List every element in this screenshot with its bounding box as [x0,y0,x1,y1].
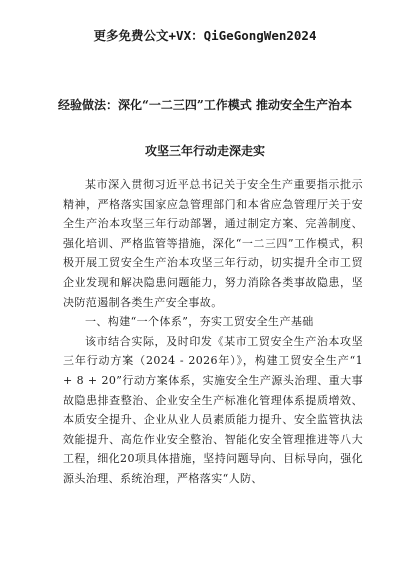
document-body [63,175,363,489]
document-title-line-2: 攻坚三年行动走深走实 [144,144,265,158]
watermark-text: 更多免费公文+VX：QiGeGongWen2024 [93,28,317,43]
section-heading-1: 一、构建“一个体系”，夯实工贸安全生产基础 [85,315,314,329]
paragraph-section-1: 该市结合实际，及时印发《某市工贸安全生产治本攻坚三年行动方案（2024 - 2026年）》，构建工贸安全生产“1 + 8 + 20”行动方案体系，实施安全生产源头治理、重大事故隐患排查整治、企业安全生产标准化管理体系提质增效、本质安全提升、企业从业人员素质能力提升、安全监管执法效能提升、高危作业安全整治、智能化安全管理推进等八大工程，细化20项具体措施，坚持问题导向、目标导向，强化源头治理、系统治理，严格落实“人防、 [63,334,363,485]
paragraph-intro: 某市深入贯彻习近平总书记关于安全生产重要指示批示精神，严格落实国家应急管理部门和本省应急管理厅关于安全生产治本攻坚三年行动部署，通过制定方案、完善制度、强化培训、严格监管等措施，深化“一二三四”工作模式，积极开展工贸安全生产治本攻坚三年行动，切实提升全市工贸企业发现和解决隐患问题能力，努力消除各类事故隐患，坚决防范遏制各类生产安全事故。 [63,178,363,309]
document-title-line-1: 经验做法：深化“一二三四”工作模式 推动安全生产治本 [58,98,352,112]
